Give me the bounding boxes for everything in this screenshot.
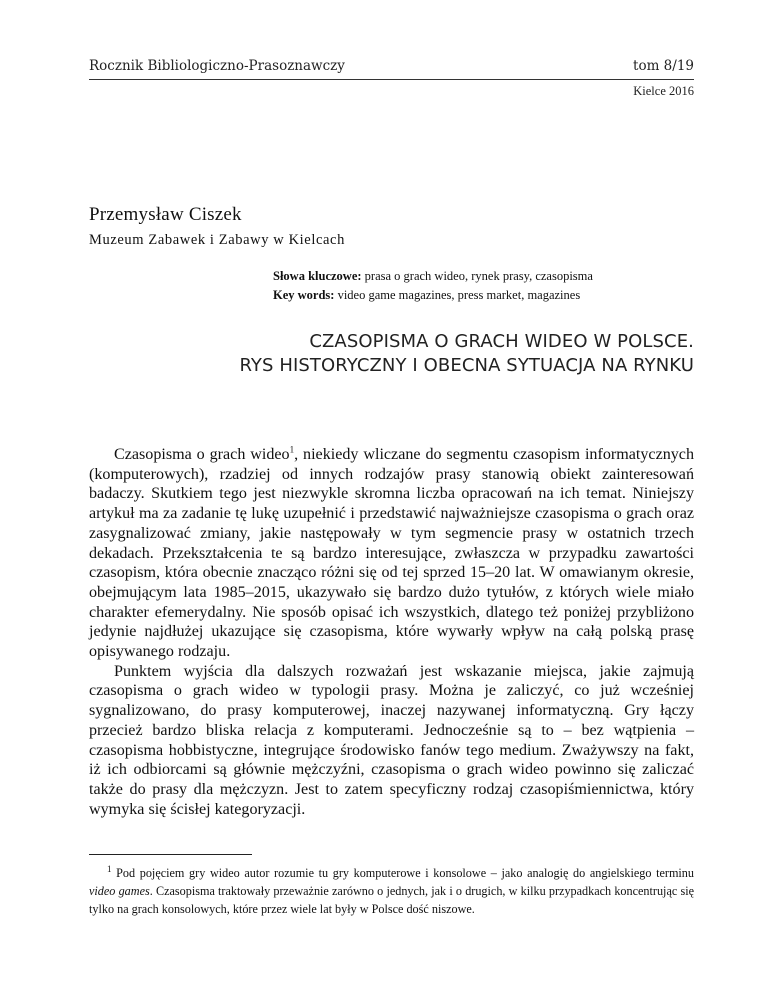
footnote-italic-term: video games <box>89 884 150 898</box>
footnote-1 <box>89 864 694 918</box>
footnote-block <box>89 864 694 918</box>
keywords-english-text: video game magazines, press market, magazines <box>334 288 581 302</box>
footnote-reference[interactable]: 1 <box>289 444 295 455</box>
footnote-divider <box>89 854 252 855</box>
title-line-2: RYS HISTORYCZNY I OBECNA SYTUACJA NA RYNKU <box>239 355 694 376</box>
keywords-english <box>273 286 693 305</box>
keywords-polish <box>273 267 693 286</box>
body-paragraph-1 <box>89 445 694 662</box>
keywords-english-label: Key words: <box>273 288 335 302</box>
volume-number: tom 8/19 <box>633 58 694 74</box>
article-title <box>89 330 694 378</box>
article-body <box>89 445 694 819</box>
place-year: Kielce 2016 <box>633 84 694 98</box>
running-header <box>89 58 694 74</box>
footnote-text-end: . Czasopisma traktowały przeważnie zarówno o jednych, jak i o drugich, w kilku przypadkach koncentrując się tylko na grach konsolowych, które przez wiele lat były w Polsce dość niszowe. <box>89 884 694 916</box>
keywords-polish-label: Słowa kluczowe: <box>273 269 362 283</box>
footnote-number: 1 <box>107 863 112 874</box>
header-divider <box>89 79 694 80</box>
author-affiliation: Muzeum Zabawek i Zabawy w Kielcach <box>89 232 345 248</box>
keywords-polish-text: prasa o grach wideo, rynek prasy, czasopisma <box>361 269 593 283</box>
keywords-block <box>273 267 693 305</box>
journal-name: Rocznik Bibliologiczno-Prasoznawczy <box>89 58 345 74</box>
footnote-text-start: Pod pojęciem gry wideo autor rozumie tu gry komputerowe i konsolowe – jako analogię do angielskiego terminu <box>111 866 694 880</box>
author-name: Przemysław Ciszek <box>89 204 242 225</box>
paragraph-1-start: Czasopisma o grach wideo <box>114 446 290 463</box>
paragraph-1-rest: , niekiedy wliczane do segmentu czasopism informatycznych (komputerowych), rzadziej od innych rodzajów prasy stanowią obiekt zainteresowań badaczy. Skutkiem tego jest niezwykle skromna liczba opracowań na ich temat. Niniejszy artykuł ma za zadanie tę lukę uzupełnić i przedstawić najważniejsze czasopisma o grach oraz zasygnalizować zmiany, jakie następowały w tym segmencie prasy w ostatnich trzech dekadach. Przekształcenia te są bardzo interesujące, zwłaszcza w przypadku zawartości czasopism, która obecnie znacząco różni się od tej sprzed 15–20 lat. W omawianym okresie, obejmującym lata 1985–2015, ukazywało się bardzo dużo tytułów, z których wiele miało charakter efemerydalny. Nie sposób opisać ich wszystkich, dlatego też poniżej przybliżono jedynie najdłużej ukazujące się czasopisma, które wywarły wpływ na całą polską prasę opisywanego rodzaju. <box>89 446 694 661</box>
body-paragraph-2: Punktem wyjścia dla dalszych rozważań jest wskazanie miejsca, jakie zajmują czasopisma o grach wideo w typologii prasy. Można je zaliczyć, co już wcześniej sygnalizowano, do prasy komputerowej, inaczej nazywanej informatyczną. Gry łączy przecież bardzo bliska relacja z komputerami. Jednocześnie są to – bez wątpienia – czasopisma hobbistyczne, integrujące środowisko fanów tego medium. Zważywszy na fakt, iż ich odbiorcami są głównie mężczyźni, czasopisma o grach wideo powinno się zaliczać także do prasy dla mężczyzn. Jest to zatem specyficzny rodzaj czasopiśmiennictwa, który wymyka się ścisłej kategoryzacji. <box>89 662 694 818</box>
title-line-1: CZASOPISMA O GRACH WIDEO W POLSCE. <box>309 331 694 352</box>
